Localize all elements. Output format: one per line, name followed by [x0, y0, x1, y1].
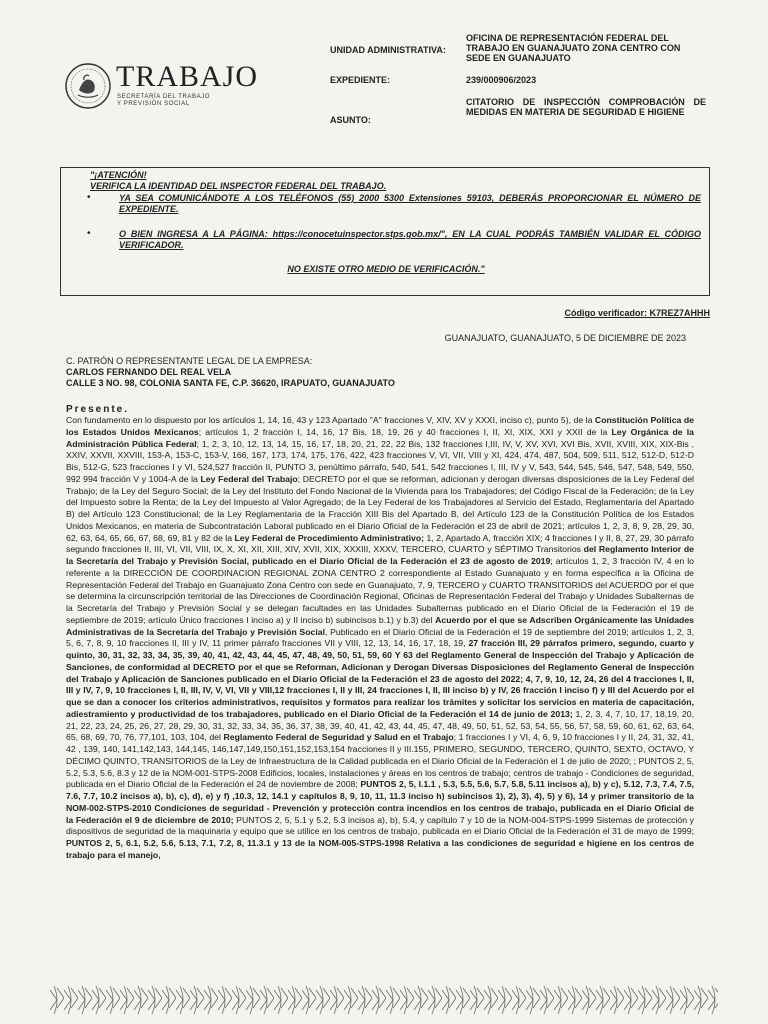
- body-text-run: 27 fracción III, 29 párrafos primero, segundo, cuarto y quinto, 30, 31, 32, 33, 34, 35, 39, 40, 41, 42, 43, 44, 45, 47, 48, 49, 50, 51, 59, 60 Y 63 del Reglamento General de Inspección del Trabajo y Aplicación de Sanciones, de conformidad al DECRETO por el que se Reforman, Adicionan y Derogan Diversas Disposiciones del Reglamento General de Inspección del Trabajo y Aplicación de Sanciones publicado en el Diario Oficial de la Federación el 23 de agosto del 2022; 4, 7, 9, 10, 12, 24, 26 del 4 fracciones I, II, III y IV, 7, 9, 10 fracciones I, II, III, IV, V, VI, VII y VIII,12 fracciones I, II y III, 24 fracciones I, II, III inciso b) y IV, 26 fracción I inciso f) y III del Acuerdo por el que se dan a conocer los criterios administrativos, requisitos y formatos para realizar los trámites y solicitar los servicios en materia de capacitación, adiestramiento y productividad de los trabajadores, publicado en el Diario Oficial de la Federación el 14 de junio de 2013;: [66, 638, 694, 719]
- body-text-run: 1, 2, Apartado A, fracción XIX; 4 fracciones I y II, 8, 27, 29, 30 párrafo segundo fracciones II, III, VI, VII, VIII, IX, X, XI, XII, XIII, XIV, XVII, XIX, XXXIII, XXXV, TERCERO, CUARTO y SÉPTIMO Transitorios: [66, 532, 694, 555]
- attention-box: [60, 167, 710, 296]
- logo-subtitle-line: SECRETARÍA DEL TRABAJO: [117, 94, 211, 100]
- logo-subtitle: [117, 94, 210, 108]
- logo-subtitle-line: Y PREVISIÓN SOCIAL: [117, 101, 190, 107]
- body-text-run: PUNTOS 2, 5, 5.1 y 5.2, 5.3 incisos a), b), 5.4, y capítulo 7 y 10 de la NOM-004-STPS-1999 Sistemas de protección y dispositivos de seguridad de la maquinaria y equipo que se utilice en los centros de trabajo, publicada en el Diario Oficial de la Federación el 31 de mayo de 1999;: [66, 814, 694, 837]
- body-text-run: 1, 2, 3, 4, 7, 10, 17, 18,19, 20, 21, 22, 23, 24, 25, 26, 27, 28, 29, 30, 31, 32, 33, 34, 35, 36, 37, 38, 39, 40, 41, 42, 43, 44, 45, 47, 48, 49, 50, 51, 52, 53, 54, 55, 56, 57, 58, 59, 60, 61, 62, 63, 64, 65, 68, 69, 70, 76, 77,101, 103, 104, del: [66, 708, 694, 743]
- logo-wordmark: TRABAJO: [116, 60, 259, 93]
- recipient-title: C. PATRÓN O REPRESENTANTE LEGAL DE LA EMPRESA:: [66, 356, 313, 366]
- body-text-run: PUNTOS 2, 5, I.1.1 , 5.3, 5.5, 5.6, 5.7, 5.8, 5.11 incisos a), b) y c), 5.12, 7.3, 7.4, 7.5, 7.6, 7.7, 10.2 incisos a), b), c), d), e) y f) ,10.3, 12, 14.1 y capítulos 8, 9, 10, 11, 11.3 inciso h) subincisos 1), 2), 3), 4), 5) y 6), 14 y primer transitorio de la NOM-002-STPS-2010 Condiciones de seguridad - Prevención y protección contra incendios en los centros de trabajo, publicada en el Diario Oficial de la Federación el 9 de diciembre de 2010;: [66, 779, 694, 825]
- attention-title: "¡ATENCIÓN!: [90, 170, 147, 180]
- unidad-label: UNIDAD ADMINISTRATIVA:: [330, 45, 446, 55]
- body-text-run: ; artículos 1, 2 fracción I, 14, 16, 17 Bis, 18, 19, 26 y 40 fracciones I, II, XI, XIX, XXI y XXII de la: [198, 426, 612, 437]
- bullet-icon: •: [87, 192, 91, 203]
- expediente-label: EXPEDIENTE:: [330, 75, 391, 85]
- attention-bullet-phone: YA SEA COMUNICÁNDOTE A LOS TELÉFONOS (55) 2000 5300 Extensiones 59103, DEBERÁS PROPORCIONAR EL NÚMERO DE EXPEDIENTE.: [119, 193, 701, 214]
- body-paragraph: [66, 415, 694, 862]
- body-text-run: Acuerdo por el que se Adscriben Orgánicamente las Unidades Administrativas de la Secretaría del Trabajo y Previsión Social: [66, 614, 695, 637]
- decorative-footer-pattern: [50, 986, 718, 1014]
- body-text-run: del Reglamento Interior de la Secretaría del Trabajo y Previsión Social, publicado en el Diario Oficial de la Federación el 23 de agosto de 2019: [66, 544, 694, 566]
- body-text-run: ; artículos 1, 2, 3 fracción IV, 4 en lo referente a la DIRECCIÓN DE COORDINACION REGIONAL ZONA CENTRO 2 correspondiente al Estado Guanajuato y en forma específica a la Oficina de Representación Federal del Trabajo en Guanajuato Zona Centro con sede en Guanajuato, 7, 9, TERCERO y CUARTO TRANSITORIOS del ACUERDO por el que se determina la circunscripción territorial de las Direcciones de Coordinación Regional, Oficinas de Representación Federal del Trabajo y Unidades Subalternas de la Secretaría del Trabajo y Previsión Social y se delegan facultades en las Unidades Subalternas publicado en el Diario Oficial de la Federación el 19 de septiembre de 2019; artículo Único fracciones I inciso a) y II inciso b) subincisos b.1) y b.3) del: [66, 556, 694, 625]
- greeting: Presente.: [66, 404, 130, 415]
- asunto-label: ASUNTO:: [330, 115, 371, 125]
- verification-code: Código verificador: K7REZ7AHHH: [564, 308, 710, 318]
- date-line: GUANAJUATO, GUANAJUATO, 5 DE DICIEMBRE DE 2023: [444, 333, 686, 343]
- attention-bullet-web: O BIEN INGRESA A LA PÁGINA: https://conocetuinspector.stps.gob.mx/", EN LA CUAL PODRÁS TAMBIÉN VALIDAR EL CÓDIGO VERIFICADOR.: [119, 229, 701, 250]
- expediente-value: 239/000906/2023: [466, 75, 537, 85]
- asunto-value: CITATORIO DE INSPECCIÓN COMPROBACIÓN DE MEDIDAS EN MATERIA DE SEGURIDAD E HIGIENE: [466, 97, 706, 117]
- body-text-run: ; 1 fracciones I y VI, 4, 6, 9, 10 fracciones I y II, 24, 31, 32, 41, 42 , 139, 140, 141,142,143, 144,145, 146,147,149,150,151,152,153,154 fracciones II y III.155, PRIMERO, SEGUNDO, TERCERO, QUINTO, SEXTO, OCTAVO, Y DÉCIMO QUINTO, TRANSITORIOS de la Ley de Infraestructura de la Calidad publicada en el Diario Oficial de la Federación el 1 de julio de 2020; ; PUNTOS 2, 5, 5.2, 5.3, 5.6, 8.3 y 12 de la NOM-001-STPS-2008 Edificios, locales, instalaciones y áreas en los centros de trabajo; centros de trabajo - Condiciones de seguridad, publicada en el Diario Oficial de la Federación el 24 de noviembre de 2008;: [66, 732, 694, 790]
- body-text-run: , Publicado en el Diario Oficial de la Federación el 19 de septiembre del 2019; artículos 1, 2, 3, 5, 6, 7, 8, 9, 10 fracciones II, III y IV, 11 primer párrafo fracciones VII y VIII, 12, 13, 14, 16, 17, 18, 19,: [66, 626, 694, 649]
- body-text-run: Constitución Política de los Estados Unidos Mexicanos: [66, 415, 694, 437]
- attention-subtitle: VERIFICA LA IDENTIDAD DEL INSPECTOR FEDERAL DEL TRABAJO.: [90, 181, 387, 191]
- bullet-icon: •: [87, 228, 91, 239]
- body-text-run: PUNTOS 2, 5, 6.1, 5.2, 5.6, 5.13, 7.1, 7.2, 8, 11.3.1 y 13 de la NOM-005-STPS-1998 Relativa a las condiciones de seguridad e higiene en los centros de trabajo para el manejo,: [66, 838, 694, 860]
- body-text-run: Ley Federal del Trabajo: [200, 473, 298, 484]
- recipient-address: CALLE 3 NO. 98, COLONIA SANTA FE, C.P. 36620, IRAPUATO, GUANAJUATO: [66, 378, 395, 388]
- recipient-name: CARLOS FERNANDO DEL REAL VELA: [66, 367, 232, 377]
- body-text-run: Reglamento Federal de Seguridad y Salud en el Trabajo: [223, 732, 454, 743]
- body-text-run: ; DECRETO por el que se reforman, adicionan y derogan diversas disposiciones de la Ley Federal del Trabajo; de la Ley del Seguro Social; de la Ley del Instituto del Fondo Nacional de la Vivienda para los Trabajadores; del Código Fiscal de la Federación; de la Ley del Impuesto sobre la Renta; de la Ley del Impuesto al Valor Agregado; de la Ley Federal de los Trabajadores al Servicio del Estado, Reglamentaria del Apartado B) del Artículo 123 Constitucional; de la Ley Reglamentaria de la Fracción XIII Bis del Apartado B, del Artículo 123 de la Constitución Política de los Estados Unidos Mexicanos, en materia de Subcontratación Laboral publicado en el Diario Oficial de la Federación el 23 de abril de 2021; artículos 1, 2, 3, 8, 9, 28, 29, 30, 62, 63, 64, 65, 66, 67, 68, 69, 81 y 82 de la: [66, 473, 694, 543]
- body-text-run: Ley Federal de Procedimiento Administrativo;: [234, 532, 425, 543]
- attention-closing: NO EXISTE OTRO MEDIO DE VERIFICACIÓN.": [287, 264, 485, 274]
- body-text-run: ; 1, 2, 3, 10, 12, 13, 14, 15, 16, 17, 18, 20, 21, 22, 22 Bis, 132 fracciones I,III, IV, V, XV, XVI, XVI Bis, XVII, XVIII, XIX, XIX-Bis , XXIV, XXVII, XXVIII, 153-A, 153-C, 153-V, 166, 167, 173, 174, 175, 176, 422, 423 fracciones V, VI, VII, VIII y XI, 424, 474, 487, 504, 509, 511, 512, 512-D, 512-D Bis, 512-G, 523 fracciones I y VI, 524,527 fracción II, PUNTO 3, penúltimo párrafo, 540, 541, 542 fracciones I, III, IV y V, 543, 544, 545, 546, 547, 548, 549, 550, 992 994 fracción V y 1004-A de la: [66, 438, 694, 484]
- mexican-seal-icon: [64, 62, 112, 110]
- unidad-value: OFICINA DE REPRESENTACIÓN FEDERAL DEL TRABAJO EN GUANAJUATO ZONA CENTRO CON SEDE EN GUANAJUATO: [466, 33, 681, 63]
- body-text-run: Ley Orgánica de la Administración Pública Federal: [66, 426, 694, 449]
- body-text-run: Con fundamento en lo dispuesto por los artículos 1, 14, 16, 43 y 123 Apartado "A" fracciones V, XIV, XV y XXXI, inciso c), punto 5), de la: [66, 415, 595, 425]
